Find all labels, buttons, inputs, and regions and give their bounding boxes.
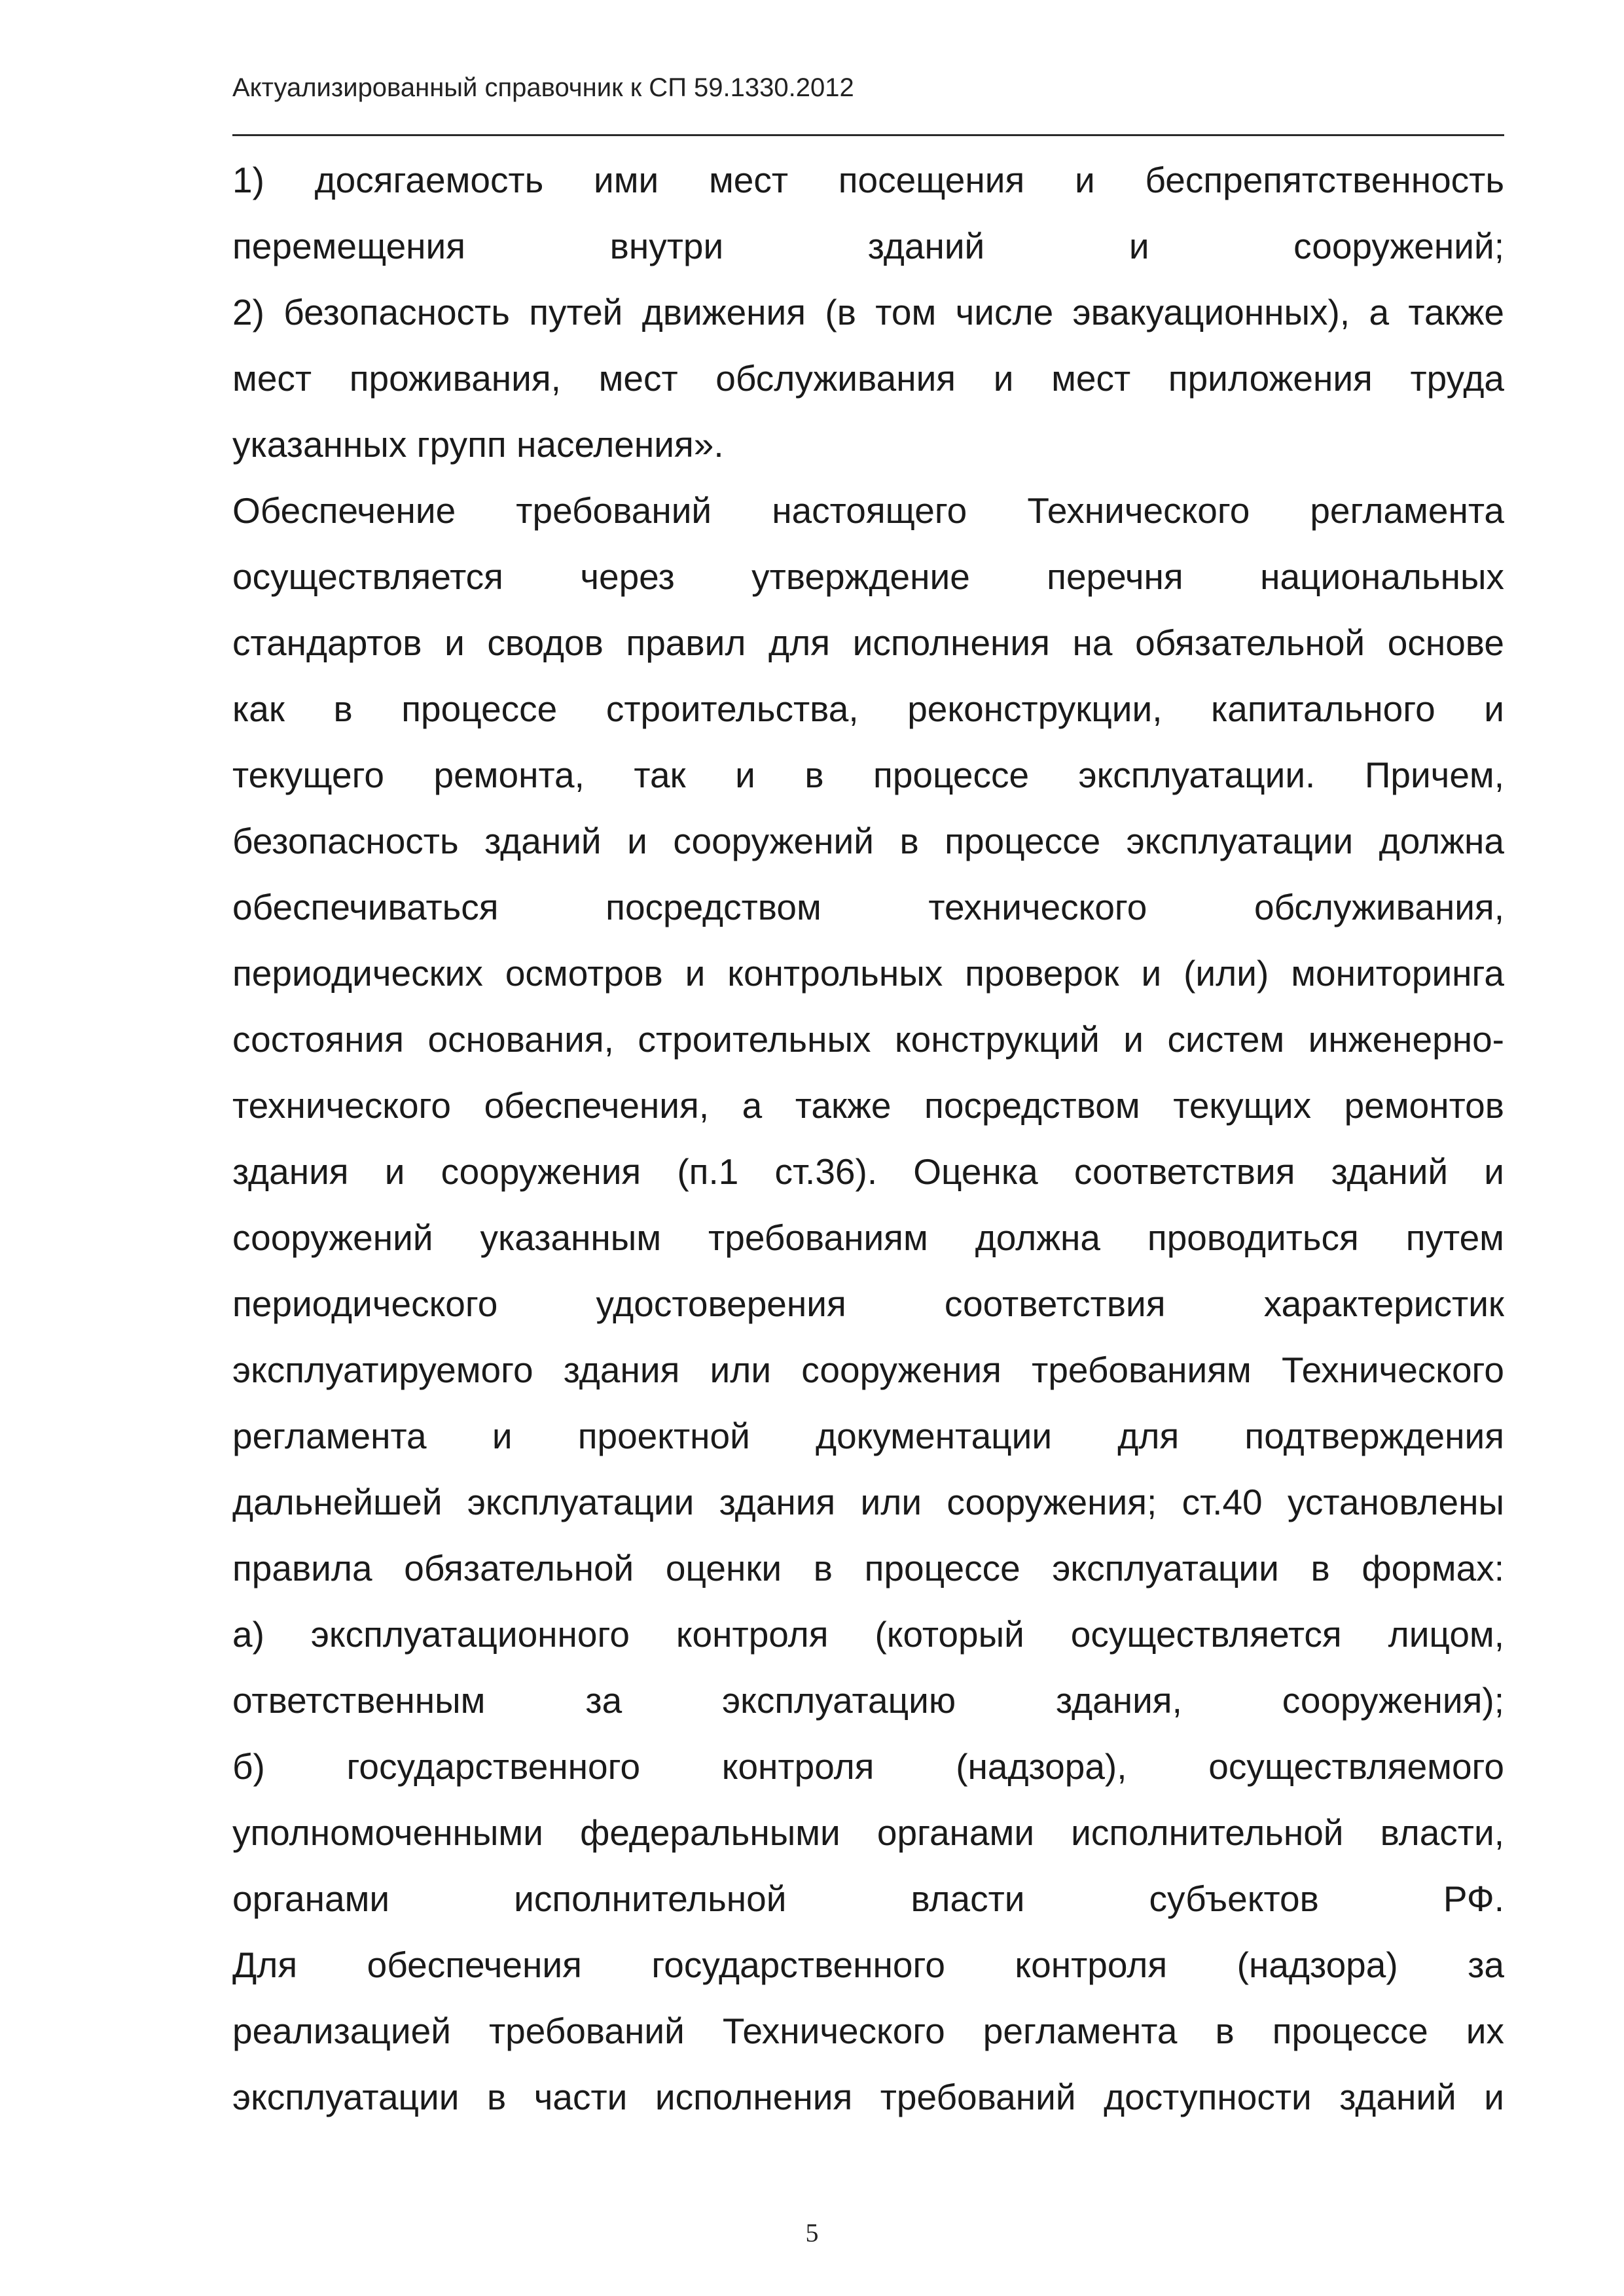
page-number: 5 [805,2218,819,2248]
text-line: 2) безопасность путей движения (в том числе эвакуационных), а также [232,292,1504,332]
body-text [232,147,1504,2130]
text-line: осуществляется через утверждение перечня национальных [232,556,1504,597]
text-line: дальнейшей эксплуатации здания или сооружения; ст.40 установлены [232,1482,1504,1522]
text-line: как в процессе строительства, реконструкции, капитального и [232,689,1504,729]
text-line: мест проживания, мест обслуживания и мест приложения труда [232,358,1504,399]
text-line: периодического удостоверения соответствия характеристик [232,1283,1504,1324]
text-line: органами исполнительной власти субъектов РФ. [232,1878,1504,1919]
text-line: б) государственного контроля (надзора), осуществляемого [232,1746,1504,1787]
text-line: перемещения внутри зданий и сооружений; [232,226,1504,266]
text-line: эксплуатируемого здания или сооружения требованиям Технического [232,1350,1504,1390]
text-line: стандартов и сводов правил для исполнения на обязательной основе [232,622,1504,663]
running-header: Актуализированный справочник к СП 59.1330.2012 [232,73,854,102]
text-line: безопасность зданий и сооружений в процессе эксплуатации должна [232,821,1504,861]
text-line: сооружений указанным требованиям должна проводиться путем [232,1217,1504,1258]
text-line: текущего ремонта, так и в процессе эксплуатации. Причем, [232,755,1504,795]
text-line: обеспечиваться посредством технического обслуживания, [232,887,1504,927]
text-line: уполномоченными федеральными органами исполнительной власти, [232,1812,1504,1853]
text-line: Для обеспечения государственного контроля (надзора) за [232,1945,1504,1985]
text-line: периодических осмотров и контрольных проверок и (или) мониторинга [232,953,1504,994]
text-line: ответственным за эксплуатацию здания, сооружения); [232,1680,1504,1721]
text-line: здания и сооружения (п.1 ст.36). Оценка соответствия зданий и [232,1151,1504,1192]
text-line: эксплуатации в части исполнения требований доступности зданий и [232,2077,1504,2117]
text-line: технического обеспечения, а также посредством текущих ремонтов [232,1085,1504,1126]
text-line: регламента и проектной документации для подтверждения [232,1416,1504,1456]
text-line: правила обязательной оценки в процессе эксплуатации в формах: [232,1548,1504,1588]
header-divider [232,134,1504,136]
text-line: состояния основания, строительных конструкций и систем инженерно- [232,1019,1504,1060]
text-line: реализацией требований Технического регламента в процессе их [232,2011,1504,2051]
text-line: 1) досягаемость ими мест посещения и беспрепятственность [232,160,1504,200]
text-line: а) эксплуатационного контроля (который осуществляется лицом, [232,1614,1504,1655]
text-line: Обеспечение требований настоящего Технического регламента [232,490,1504,531]
text-line: указанных групп населения». [232,424,724,465]
